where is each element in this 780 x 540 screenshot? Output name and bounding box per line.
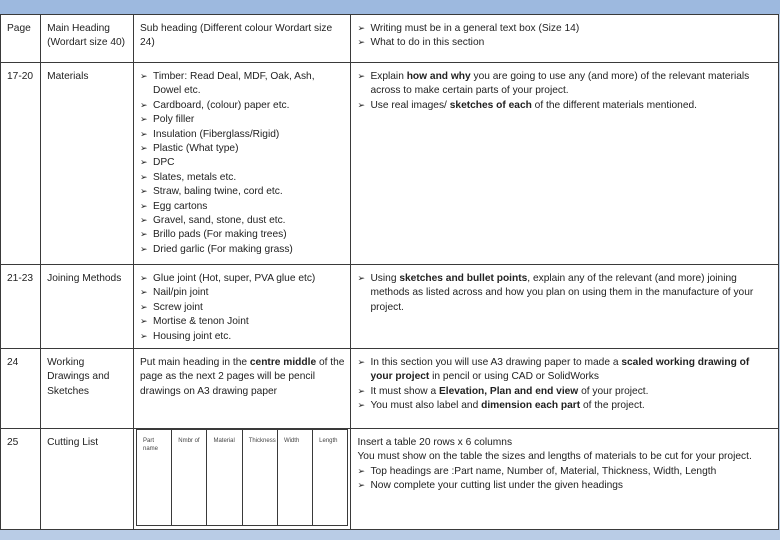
header-notes-cell [351,15,779,63]
list-item: ➢ Mortise & tenon Joint [140,315,344,329]
list-item: ➢ Top headings are :Part name, Number of, Material, Thickness, Width, Length [357,465,772,479]
header-main-heading-text: Main Heading (Wordart size 40) [47,23,126,49]
list-item [357,356,772,385]
header-page-text: Page [7,23,31,34]
sub-heading-cell [134,63,351,265]
list-item: ➢ Brillo pads (For making trees) [140,228,344,242]
notes-list [357,465,772,494]
note-text: of the different materials mentioned. [531,99,698,111]
list-item: ➢ Writing must be in a general text box (Size 14) [357,22,772,36]
list-item: ➢ Dried garlic (For making grass) [140,243,344,257]
list-item: ➢ Insulation (Fiberglass/Rigid) [140,128,344,142]
list-item: ➢ Poly filler [140,113,344,127]
list-item [357,385,772,399]
table-row [1,429,779,530]
notes-list [357,356,772,414]
page-number: 17-20 [7,71,34,82]
table-row [1,349,779,429]
list-item: ➢ Now complete your cutting list under the given headings [357,479,772,493]
note-text: of your project. [578,385,649,397]
list-item [357,399,772,413]
list-item: ➢ Egg cartons [140,200,344,214]
page-number: 25 [7,437,19,449]
notes-cell [351,63,779,265]
header-row [1,15,779,63]
materials-list [140,70,344,257]
note-bold-text: Elevation, Plan and end view [438,385,579,397]
list-item: ➢ Screw joint [140,301,344,315]
note-text: Explain [370,71,407,82]
mini-cell: Length [313,430,348,526]
list-item [357,272,772,315]
cutting-list-mini-table [136,429,348,526]
heading-cell [41,349,134,429]
page-number: 24 [7,357,19,369]
note-text: in pencil or using CAD or SolidWorks [429,371,599,383]
note-text: Using [370,273,400,284]
mini-header-row [137,430,348,526]
list-item: ➢ Housing joint etc. [140,330,344,344]
note-text: you are going to use any (and more) of the relevant materials across to make certain parts of your project. [370,71,750,97]
note-text: In this section you will use A3 drawing paper to made a [370,357,622,369]
list-item: ➢ Slates, metals etc. [140,171,344,185]
note-text: , explain any of the relevant (and more) joining methods as listed across and how you plan on using them in the manufacture of your project. [370,273,754,313]
sub-heading-cell [134,349,351,429]
sub-heading-cell [134,265,351,349]
list-item: ➢ Glue joint (Hot, super, PVA glue etc) [140,272,344,286]
heading-cell [41,265,134,349]
list-item: ➢ Nail/pin joint [140,286,344,300]
table-row [1,63,779,265]
list-item [357,99,772,113]
page-cell [1,63,41,265]
notes-cell [351,429,779,530]
mini-cell: Nmbr of [172,430,207,526]
main-heading-text: Materials [47,71,89,82]
note-bold-text: scaled working drawing of your project [370,357,750,383]
note-bold-text: sketches and bullet points [399,273,528,284]
note-text: of the project. [580,400,645,412]
notes-cell [351,349,779,429]
list-item: ➢ Straw, baling twine, cord etc. [140,185,344,199]
list-item: ➢ Gravel, sand, stone, dust etc. [140,214,344,228]
header-sub-heading-text: Sub heading (Different colour Wordart size 24) [140,23,333,49]
sub-heading-instruction [140,356,344,399]
list-item: ➢ Plastic (What type) [140,142,344,156]
mini-cell: Thickness [242,430,277,526]
list-item: ➢ What to do in this section [357,36,772,50]
notes-cell [351,265,779,349]
page-cell [1,429,41,530]
main-heading-text: Joining Methods [47,273,122,284]
note-bold-text: centre middle [249,357,317,369]
note-bold-text: sketches of each [449,99,532,111]
note-line: Insert a table 20 rows x 6 columns [357,437,513,449]
note-text: It must show a [370,385,439,397]
list-item: ➢ Timber: Read Deal, MDF, Oak, Ash, Dowel etc. [140,70,344,99]
heading-cell [41,63,134,265]
main-heading-text: Working Drawings and Sketches [47,357,110,397]
note-bold-text: dimension each part [481,400,581,412]
page-number: 21-23 [7,273,34,284]
note-text: of the page as the next 2 pages will be pencil drawings on A3 drawing paper [140,357,345,397]
mini-cell: Width [277,430,312,526]
list-item: ➢ DPC [140,156,344,170]
table-row [1,265,779,349]
note-text: You must also label and [370,400,482,412]
list-item: ➢ Cardboard, (colour) paper etc. [140,99,344,113]
heading-cell [41,429,134,530]
sub-heading-cell [134,429,351,530]
header-main-heading-cell [41,15,134,63]
list-item [357,70,772,99]
joints-list [140,272,344,344]
note-text: Use real images/ [370,99,450,111]
header-sub-heading-cell [134,15,351,63]
header-notes-list [357,22,772,51]
slide-top-band [0,0,780,14]
note-line: You must show on the table the sizes and lengths of materials to be cut for your project. [357,451,752,463]
mini-cell: Part name [137,430,172,526]
page-cell [1,265,41,349]
mini-cell: Material [207,430,242,526]
instructions-table [0,14,779,530]
note-bold-text: how and why [406,71,471,82]
notes-list [357,70,772,113]
main-heading-text: Cutting List [47,437,99,449]
note-text: Put main heading in the [140,357,250,369]
header-page-cell [1,15,41,63]
page-cell [1,349,41,429]
notes-list [357,272,772,315]
